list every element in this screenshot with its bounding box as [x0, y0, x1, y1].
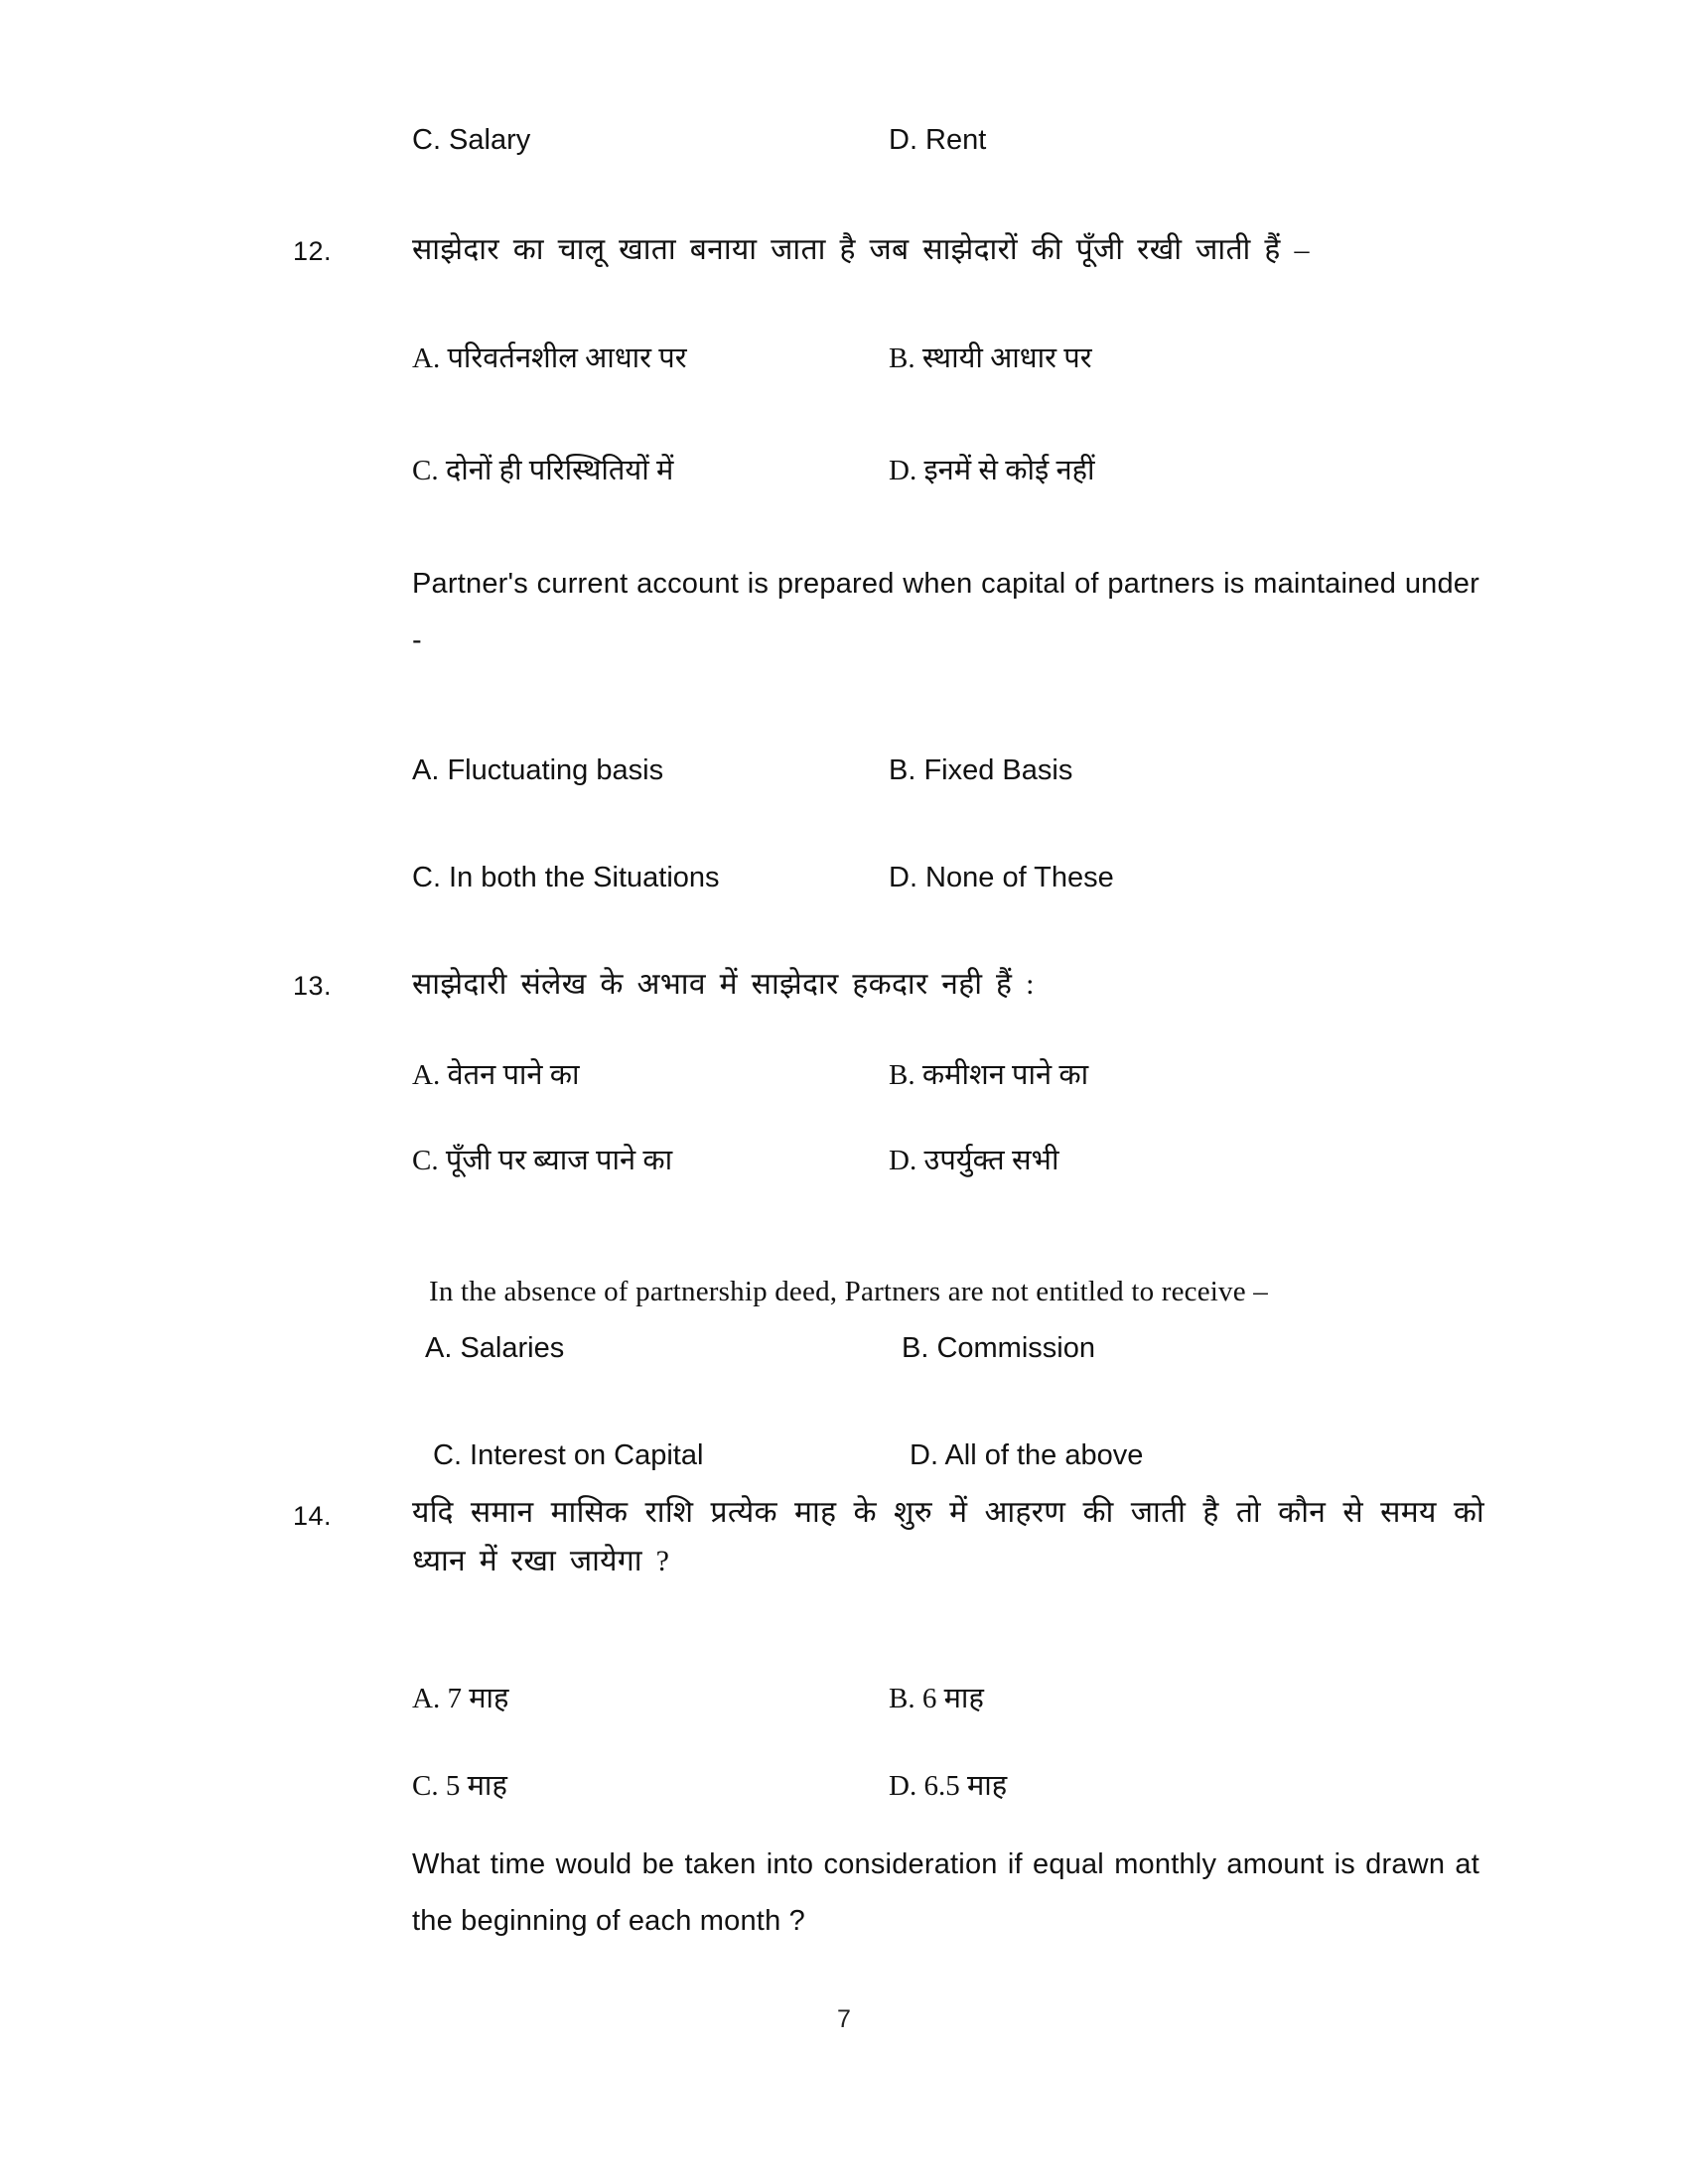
question-13-hindi-options-cd — [412, 1140, 1484, 1178]
question-14-option-a-cell — [412, 1678, 889, 1716]
question-13-en-option-b-cell — [902, 1332, 1497, 1365]
question-13-option-d-cell — [889, 1140, 1484, 1178]
question-13-english-options-cd — [433, 1439, 1505, 1472]
carryover-options-row — [412, 124, 1484, 157]
question-14-option-a: A. 7 माह — [412, 1683, 509, 1714]
question-13-option-c-cell — [412, 1140, 889, 1178]
question-13-option-a: A. वेतन पाने का — [412, 1059, 580, 1091]
question-14-option-c: C. 5 माह — [412, 1770, 507, 1802]
question-14-option-b-cell — [889, 1678, 1484, 1716]
question-12-english-options-ab — [412, 754, 1484, 787]
question-14-hindi-options-cd — [412, 1765, 1484, 1804]
question-12-option-c: C. दोनों ही परिस्थितियों में — [412, 455, 674, 486]
question-14-english-stem: What time would be taken into consideration if equal monthly amount is drawn at the beginning of each month ? — [412, 1848, 1479, 1937]
question-14-number: 14. — [293, 1501, 333, 1531]
question-12-option-a-cell — [412, 338, 889, 376]
question-12-option-c-cell — [412, 450, 889, 488]
question-14-option-c-cell — [412, 1765, 889, 1804]
question-14-option-b: B. 6 माह — [889, 1683, 984, 1714]
question-13-option-b: B. कमीशन पाने का — [889, 1059, 1089, 1091]
option-d-label: D. Rent — [889, 124, 987, 156]
question-13-english-stem: In the absence of partnership deed, Partners are not entitled to receive – — [429, 1276, 1268, 1307]
question-12-en-option-d: D. None of These — [889, 862, 1114, 893]
question-13-en-option-c: C. Interest on Capital — [433, 1439, 704, 1471]
question-12-option-b: B. स्थायी आधार पर — [889, 342, 1092, 374]
question-13-hindi-options-ab — [412, 1054, 1484, 1093]
question-12-en-option-d-cell — [889, 862, 1484, 894]
question-12-en-option-a: A. Fluctuating basis — [412, 754, 664, 786]
question-13-hindi-stem: साझेदारी संलेख के अभाव में साझेदार हकदार नही हैं : — [412, 968, 1035, 1001]
question-12-number: 12. — [293, 236, 333, 266]
question-13-en-option-a: A. Salaries — [425, 1332, 565, 1364]
question-13-english-options-ab — [425, 1332, 1497, 1365]
question-13-en-option-b: B. Commission — [902, 1332, 1095, 1364]
question-13-option-b-cell — [889, 1054, 1484, 1093]
option-c-cell — [412, 124, 889, 157]
question-12-en-option-c: C. In both the Situations — [412, 862, 720, 893]
question-12-option-a: A. परिवर्तनशील आधार पर — [412, 342, 687, 374]
question-14-option-d: D. 6.5 माह — [889, 1770, 1008, 1802]
question-13-option-c: C. पूँजी पर ब्याज पाने का — [412, 1145, 673, 1176]
question-13-number: 13. — [293, 971, 333, 1001]
question-12-option-d: D. इनमें से कोई नहीं — [889, 455, 1095, 486]
question-13-en-option-d-cell — [910, 1439, 1505, 1472]
question-13-en-option-a-cell — [425, 1332, 902, 1365]
question-12-english-options-cd — [412, 862, 1484, 894]
question-14-hindi-stem: यदि समान मासिक राशि प्रत्येक माह के शुरु में आहरण की जाती है तो कौन से समय को ध्यान में रखा जायेगा ? — [412, 1496, 1484, 1577]
question-12-en-option-a-cell — [412, 754, 889, 787]
question-12-english-stem: Partner's current account is prepared when capital of partners is maintained under - — [412, 568, 1479, 656]
question-12-option-b-cell — [889, 338, 1484, 376]
question-14-hindi-options-ab — [412, 1678, 1484, 1716]
question-12-option-d-cell — [889, 450, 1484, 488]
question-13-en-option-d: D. All of the above — [910, 1439, 1144, 1471]
question-12-hindi-options-cd — [412, 450, 1484, 488]
option-c-label: C. Salary — [412, 124, 531, 156]
question-14-option-d-cell — [889, 1765, 1484, 1804]
question-12-en-option-c-cell — [412, 862, 889, 894]
page-number: 7 — [837, 2005, 851, 2033]
question-13-option-d: D. उपर्युक्त सभी — [889, 1145, 1059, 1176]
question-13-option-a-cell — [412, 1054, 889, 1093]
question-12-hindi-stem: साझेदार का चालू खाता बनाया जाता है जब साझेदारों की पूँजी रखी जाती हैं – — [412, 233, 1310, 266]
option-d-cell — [889, 124, 1484, 157]
question-12-en-option-b-cell — [889, 754, 1484, 787]
question-12-hindi-options-ab — [412, 338, 1484, 376]
question-13-en-option-c-cell — [433, 1439, 910, 1472]
question-12-en-option-b: B. Fixed Basis — [889, 754, 1073, 786]
